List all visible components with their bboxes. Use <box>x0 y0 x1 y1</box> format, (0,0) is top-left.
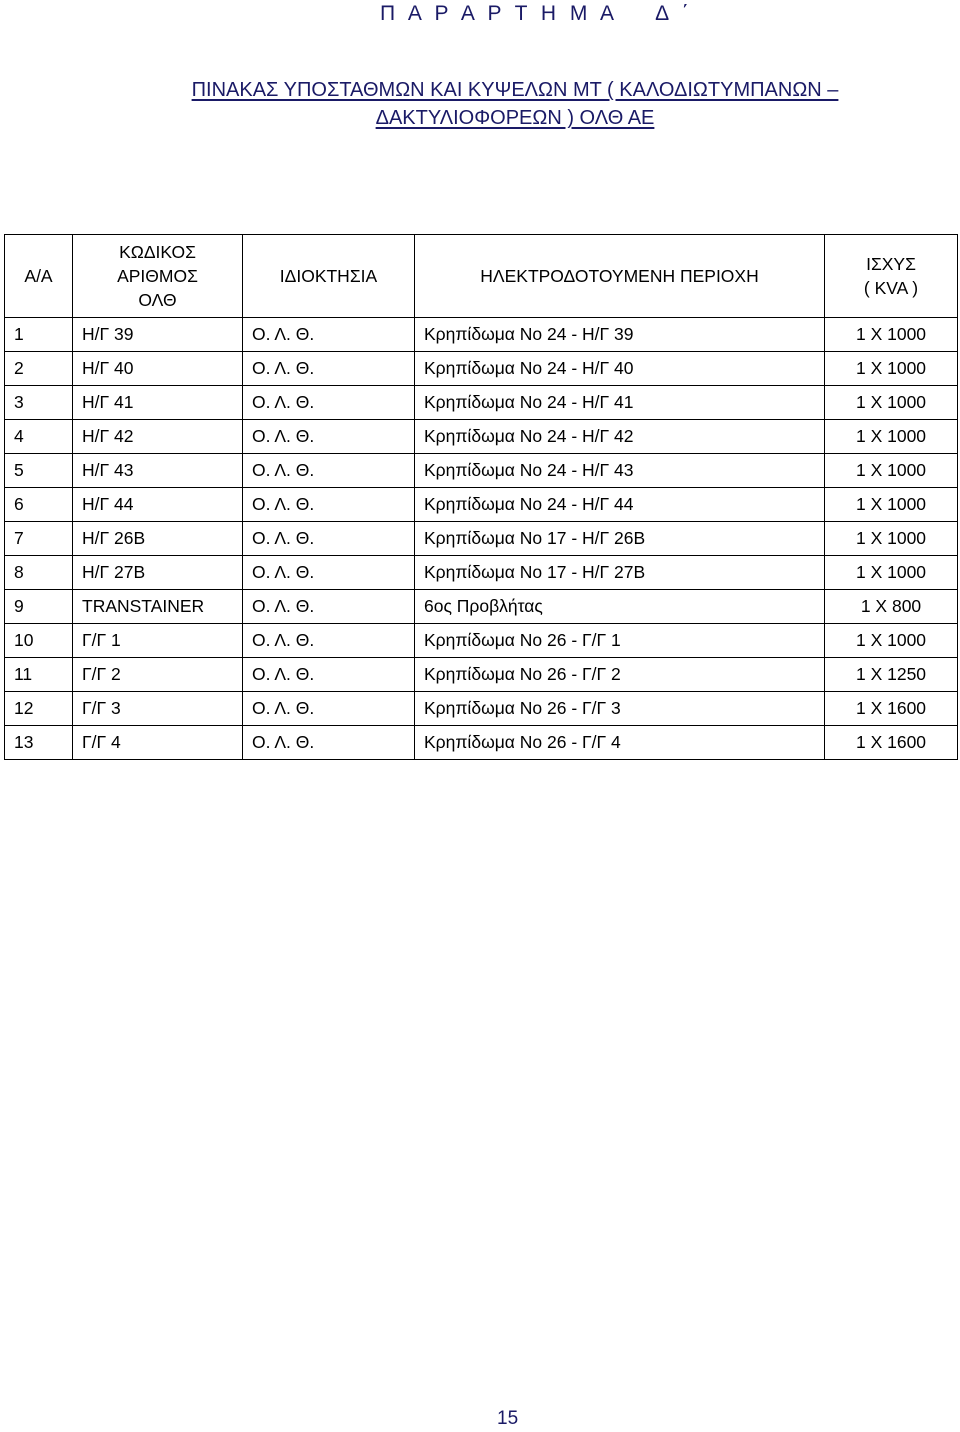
cell-owner: Ο. Λ. Θ. <box>243 658 415 692</box>
header-area: ΗΛΕΚΤΡΟΔΟΤΟΥΜΕΝΗ ΠΕΡΙΟΧΗ <box>415 235 825 318</box>
cell-aa: 7 <box>5 522 73 556</box>
cell-code: Γ/Γ 1 <box>73 624 243 658</box>
header-code-line-2: ΑΡΙΘΜΟΣ <box>117 266 198 286</box>
cell-aa: 11 <box>5 658 73 692</box>
cell-aa: 10 <box>5 624 73 658</box>
table-body <box>5 318 958 760</box>
cell-aa: 13 <box>5 726 73 760</box>
cell-area: Κρηπίδωμα Νο 24 - Η/Γ 44 <box>415 488 825 522</box>
cell-owner: Ο. Λ. Θ. <box>243 726 415 760</box>
cell-power: 1 Χ 1000 <box>825 386 958 420</box>
cell-area: Κρηπίδωμα Νο 24 - Η/Γ 41 <box>415 386 825 420</box>
table-row <box>5 454 958 488</box>
cell-aa: 3 <box>5 386 73 420</box>
header-owner: ΙΔΙΟΚΤΗΣΙΑ <box>243 235 415 318</box>
cell-area: Κρηπίδωμα Νο 24 - Η/Γ 39 <box>415 318 825 352</box>
cell-owner: Ο. Λ. Θ. <box>243 624 415 658</box>
table-row <box>5 658 958 692</box>
cell-code: TRANSTAINER <box>73 590 243 624</box>
cell-code: Η/Γ 39 <box>73 318 243 352</box>
cell-code: Η/Γ 41 <box>73 386 243 420</box>
cell-power: 1 Χ 1250 <box>825 658 958 692</box>
cell-code: Η/Γ 40 <box>73 352 243 386</box>
cell-power: 1 Χ 1000 <box>825 352 958 386</box>
cell-owner: Ο. Λ. Θ. <box>243 420 415 454</box>
cell-aa: 1 <box>5 318 73 352</box>
cell-owner: Ο. Λ. Θ. <box>243 352 415 386</box>
cell-power: 1 Χ 1000 <box>825 318 958 352</box>
cell-power: 1 Χ 1600 <box>825 726 958 760</box>
cell-code: Γ/Γ 2 <box>73 658 243 692</box>
document-title <box>100 76 930 132</box>
cell-code: Η/Γ 42 <box>73 420 243 454</box>
table-header-row <box>5 235 958 318</box>
cell-code: Η/Γ 26Β <box>73 522 243 556</box>
cell-aa: 12 <box>5 692 73 726</box>
header-aa: Α/Α <box>5 235 73 318</box>
cell-aa: 8 <box>5 556 73 590</box>
cell-area: 6ος Προβλήτας <box>415 590 825 624</box>
substations-table <box>4 234 958 760</box>
cell-aa: 5 <box>5 454 73 488</box>
cell-code: Γ/Γ 4 <box>73 726 243 760</box>
cell-owner: Ο. Λ. Θ. <box>243 590 415 624</box>
cell-code: Η/Γ 43 <box>73 454 243 488</box>
header-power <box>825 235 958 318</box>
cell-power: 1 Χ 1000 <box>825 454 958 488</box>
header-power-line-1: ΙΣΧΥΣ <box>866 254 916 274</box>
cell-power: 1 Χ 1000 <box>825 488 958 522</box>
table-row <box>5 420 958 454</box>
table-row <box>5 590 958 624</box>
cell-owner: Ο. Λ. Θ. <box>243 692 415 726</box>
cell-aa: 9 <box>5 590 73 624</box>
cell-owner: Ο. Λ. Θ. <box>243 488 415 522</box>
cell-power: 1 Χ 1000 <box>825 522 958 556</box>
header-power-line-2: ( KVA ) <box>863 278 919 298</box>
cell-power: 1 Χ 1000 <box>825 624 958 658</box>
cell-power: 1 Χ 1600 <box>825 692 958 726</box>
cell-owner: Ο. Λ. Θ. <box>243 454 415 488</box>
header-code <box>73 235 243 318</box>
header-code-line-3: ΟΛΘ <box>138 290 177 310</box>
table-row <box>5 692 958 726</box>
cell-code: Η/Γ 27Β <box>73 556 243 590</box>
cell-area: Κρηπίδωμα Νο 26 - Γ/Γ 3 <box>415 692 825 726</box>
cell-area: Κρηπίδωμα Νο 26 - Γ/Γ 4 <box>415 726 825 760</box>
cell-aa: 2 <box>5 352 73 386</box>
table-row <box>5 624 958 658</box>
cell-aa: 4 <box>5 420 73 454</box>
cell-area: Κρηπίδωμα Νο 17 - Η/Γ 27Β <box>415 556 825 590</box>
cell-owner: Ο. Λ. Θ. <box>243 556 415 590</box>
cell-aa: 6 <box>5 488 73 522</box>
cell-area: Κρηπίδωμα Νο 17 - Η/Γ 26Β <box>415 522 825 556</box>
cell-owner: Ο. Λ. Θ. <box>243 522 415 556</box>
cell-power: 1 Χ 800 <box>825 590 958 624</box>
cell-code: Γ/Γ 3 <box>73 692 243 726</box>
table-row <box>5 386 958 420</box>
table-row <box>5 556 958 590</box>
page-number: 15 <box>497 1408 519 1429</box>
cell-area: Κρηπίδωμα Νο 24 - Η/Γ 42 <box>415 420 825 454</box>
cell-code: Η/Γ 44 <box>73 488 243 522</box>
cell-owner: Ο. Λ. Θ. <box>243 386 415 420</box>
table-row <box>5 726 958 760</box>
cell-owner: Ο. Λ. Θ. <box>243 318 415 352</box>
document-title-line-1: ΠΙΝΑΚΑΣ ΥΠΟΣΤΑΘΜΩΝ ΚΑΙ ΚΥΨΕΛΩΝ ΜΤ ( ΚΑΛΟΔΙΩΤΥΜΠΑΝΩΝ – <box>191 79 839 101</box>
cell-area: Κρηπίδωμα Νο 26 - Γ/Γ 1 <box>415 624 825 658</box>
table-row <box>5 318 958 352</box>
cell-power: 1 Χ 1000 <box>825 556 958 590</box>
cell-area: Κρηπίδωμα Νο 26 - Γ/Γ 2 <box>415 658 825 692</box>
cell-power: 1 Χ 1000 <box>825 420 958 454</box>
appendix-title: Π Α Ρ Α Ρ Τ Η Μ Α Δ ΄ <box>380 2 693 25</box>
table-row <box>5 488 958 522</box>
cell-area: Κρηπίδωμα Νο 24 - Η/Γ 40 <box>415 352 825 386</box>
header-code-line-1: ΚΩΔΙΚΟΣ <box>119 242 196 262</box>
document-title-line-2: ΔΑΚΤΥΛΙΟΦΟΡΕΩΝ ) ΟΛΘ ΑΕ <box>375 107 655 129</box>
table-row <box>5 522 958 556</box>
cell-area: Κρηπίδωμα Νο 24 - Η/Γ 43 <box>415 454 825 488</box>
table-row <box>5 352 958 386</box>
